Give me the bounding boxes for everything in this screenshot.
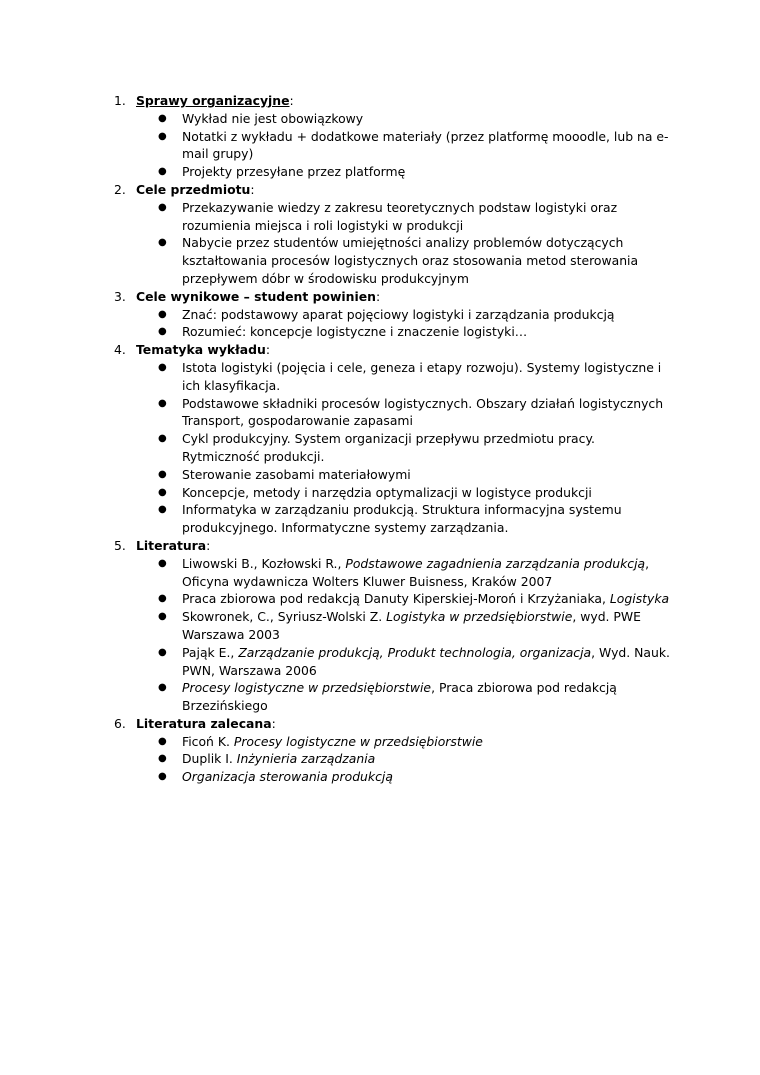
section-number: 4. [114, 342, 126, 358]
list-item [136, 110, 674, 128]
section-heading-colon: : [289, 93, 294, 108]
section-number: 3. [114, 288, 126, 304]
list-item [136, 323, 674, 341]
bullet-icon: ● [158, 646, 167, 658]
bullet-icon: ● [158, 130, 167, 142]
section-heading: Sprawy organizacyjne [136, 93, 290, 108]
item-text: Nabycie przez studentów umiejętności analizy problemów dotyczących kształtowania procesów logistycznych oraz stosowania metod sterowania przepływem dóbr w środowisku produkcyjnym [182, 235, 639, 286]
section-heading-colon: : [271, 715, 276, 731]
item-text: Pająk E., [182, 644, 239, 660]
section [114, 288, 674, 341]
item-title-italic: Procesy logistyczne w przedsiębiorstwie [233, 733, 483, 749]
item-title-italic: Organizacja sterowania produkcją [182, 769, 393, 785]
list-item [136, 555, 674, 591]
item-text: Wykład nie jest obowiązkowy [182, 110, 364, 126]
bullet-list [136, 359, 674, 537]
item-text: , Wyd. Nauk. PWN, Warszawa 2006 [182, 644, 670, 678]
list-item [136, 234, 674, 287]
list-item [136, 733, 674, 751]
bullet-icon: ● [158, 593, 167, 605]
list-item [136, 199, 674, 235]
bullet-list [136, 555, 674, 715]
item-text: Informatyka w zarządzaniu produkcją. Struktura informacyjna systemu produkcyjnego. Informatyczne systemy zarządzania. [182, 502, 622, 536]
list-item [136, 163, 674, 181]
section-heading-colon: : [250, 181, 255, 197]
section-list [114, 92, 674, 786]
item-text: Przekazywanie wiedzy z zakresu teoretycznych podstaw logistyki oraz rozumienia miejsca i roli logistyki w produkcji [182, 199, 618, 233]
bullet-icon: ● [158, 682, 167, 694]
section-heading: Literatura [136, 537, 207, 553]
bullet-icon: ● [158, 361, 167, 373]
list-item [136, 501, 674, 537]
section-heading: Tematyka wykładu [136, 342, 266, 358]
section-heading-colon: : [375, 288, 381, 304]
list-item [136, 590, 674, 608]
bullet-icon: ● [158, 611, 167, 623]
list-item [136, 644, 674, 680]
item-text: Podstawowe składniki procesów logistycznych. Obszary działań logistycznych Transport, gospodarowanie zapasami [182, 395, 664, 429]
item-text: Ficoń K. [182, 733, 234, 749]
item-text: Skowronek, C., Syriusz-Wolski Z. [182, 609, 387, 625]
item-text: Istota logistyki (pojęcia i cele, geneza i etapy rozwoju). Systemy logistyczne i ich klasyfikacja. [182, 359, 662, 393]
bullet-icon: ● [158, 166, 167, 178]
section [114, 92, 674, 181]
list-item [136, 395, 674, 431]
list-item [136, 430, 674, 466]
bullet-icon: ● [158, 326, 167, 338]
bullet-icon: ● [158, 308, 167, 320]
bullet-icon: ● [158, 504, 167, 516]
item-text: , wyd. PWE Warszawa 2003 [182, 609, 641, 642]
item-title-italic: Podstawowe zagadnienia zarządzania produkcją [345, 555, 646, 571]
list-item [136, 484, 674, 502]
item-title-italic: Logistyka w przedsiębiorstwie [386, 609, 573, 625]
section-number: 6. [114, 715, 126, 731]
section-heading: Literatura zalecana [136, 715, 272, 731]
bullet-list [136, 306, 674, 342]
item-text: Projekty przesyłane przez platformę [182, 164, 406, 180]
item-text: , Oficyna wydawnicza Wolters Kluwer Buisness, Kraków 2007 [182, 555, 650, 589]
section [114, 537, 674, 715]
item-text: Notatki z wykładu + dodatkowe materiały (przez platformę mooodle, lub na e-mail grupy) [182, 128, 669, 162]
item-text: Liwowski B., Kozłowski R., [182, 555, 346, 571]
item-text: Praca zbiorowa pod redakcją Danuty Kiperskiej-Moroń i Krzyżaniaka, [182, 591, 610, 607]
bullet-icon: ● [158, 433, 167, 445]
section [114, 181, 674, 288]
list-item [136, 359, 674, 395]
item-title-italic: Logistyka [609, 591, 670, 607]
list-item [136, 750, 674, 768]
item-title-italic: Zarządzanie produkcją, Produkt technologia, organizacja [238, 644, 592, 660]
list-item [136, 306, 674, 324]
section-number: 2. [114, 181, 126, 197]
bullet-list [136, 733, 674, 786]
bullet-icon: ● [158, 237, 167, 249]
item-text: Sterowanie zasobami materiałowymi [182, 466, 411, 482]
item-text: , Praca zbiorowa pod redakcją Brzezińskiego [182, 680, 617, 714]
list-item [136, 608, 674, 644]
item-title-italic: Inżynieria zarządzania [236, 751, 376, 767]
bullet-icon: ● [158, 397, 167, 409]
bullet-icon: ● [158, 557, 167, 569]
section-heading-colon: : [206, 537, 211, 553]
bullet-list [136, 199, 674, 288]
bullet-icon: ● [158, 771, 167, 783]
section-heading: Cele wynikowe – student powinien [136, 288, 376, 304]
bullet-icon: ● [158, 201, 167, 213]
item-text: Cykl produkcyjny. System organizacji przepływu przedmiotu pracy. Rytmiczność produkcji. [182, 431, 595, 464]
bullet-icon: ● [158, 753, 167, 765]
section [114, 341, 674, 537]
section-number: 5. [114, 537, 126, 553]
item-title-italic: Procesy logistyczne w przedsiębiorstwie [182, 680, 432, 696]
section-heading: Cele przedmiotu [136, 181, 251, 197]
item-text: Koncepcje, metody i narzędzia optymalizacji w logistyce produkcji [182, 484, 592, 500]
bullet-icon: ● [158, 486, 167, 498]
list-item [136, 768, 674, 786]
item-text: Znać: podstawowy aparat pojęciowy logistyki i zarządzania produkcją [182, 306, 615, 322]
list-item [136, 128, 674, 164]
item-text: Rozumieć: koncepcje logistyczne i znaczenie logistyki… [182, 324, 528, 340]
bullet-icon: ● [158, 468, 167, 480]
list-item [136, 466, 674, 484]
item-text: Duplik I. [182, 751, 237, 767]
section [114, 715, 674, 786]
list-item [136, 679, 674, 715]
section-heading-colon: : [265, 342, 270, 358]
bullet-icon: ● [158, 112, 167, 124]
section-number: 1. [114, 93, 126, 108]
bullet-icon: ● [158, 735, 167, 747]
bullet-list [136, 110, 674, 181]
